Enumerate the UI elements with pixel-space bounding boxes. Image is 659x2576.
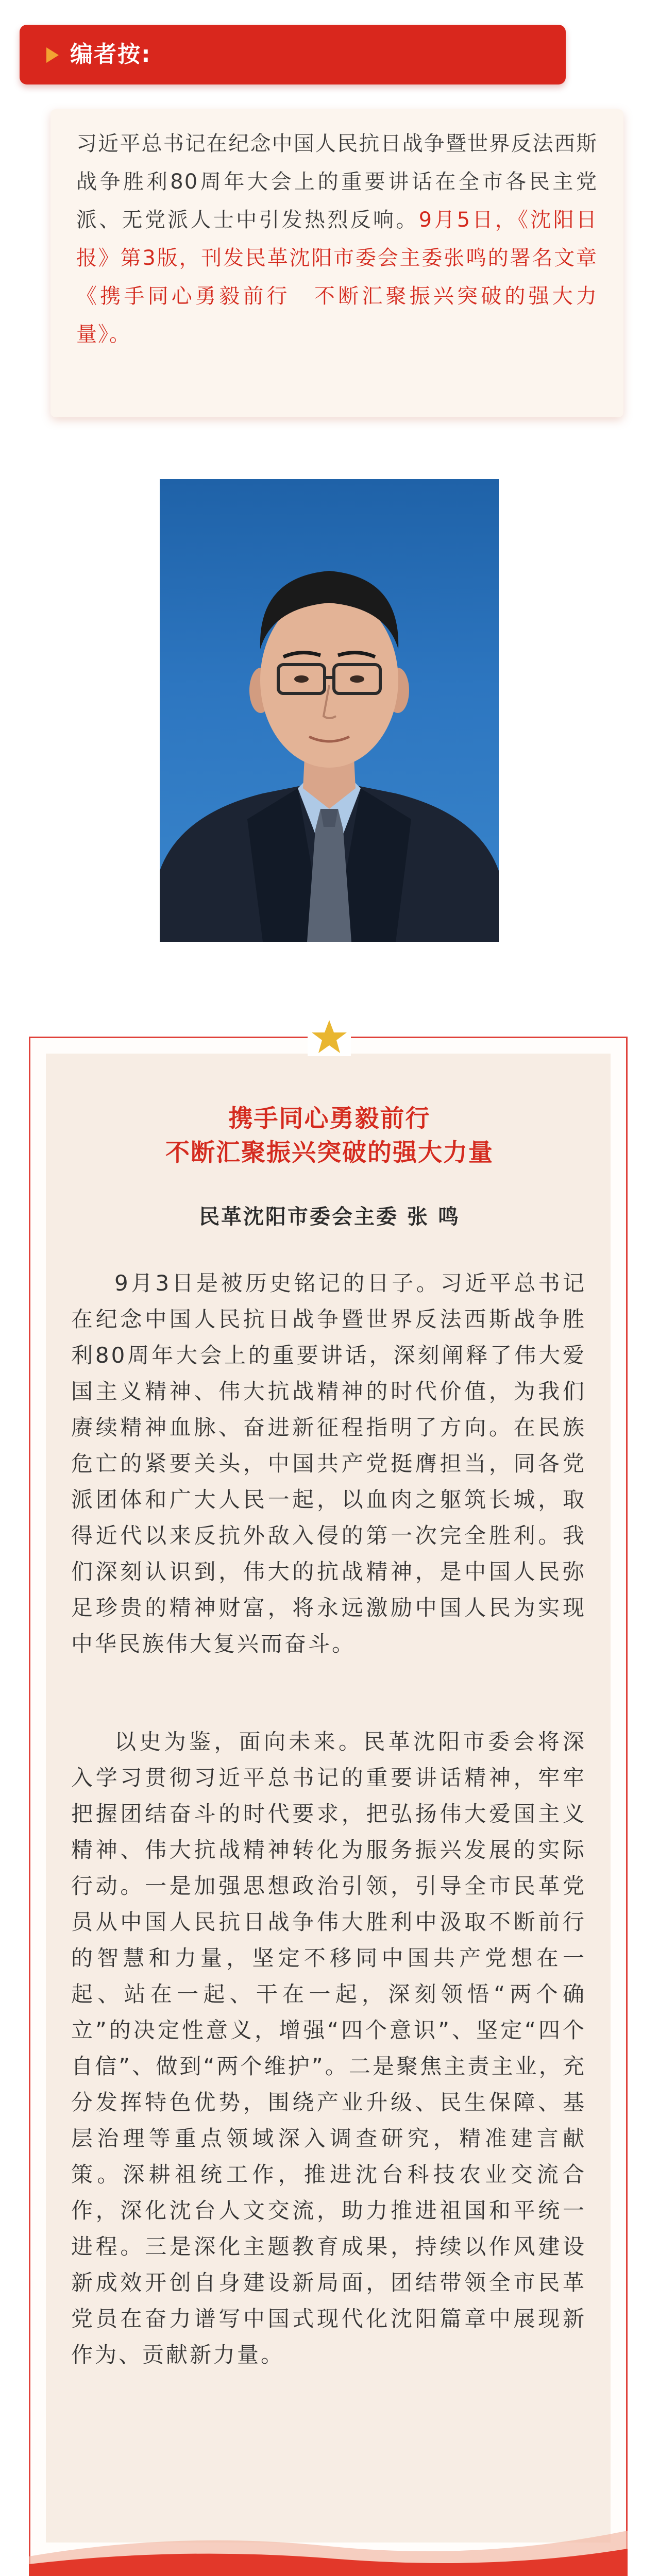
editor-note-box (50, 109, 623, 417)
star-icon (308, 1017, 351, 1056)
editor-note-plain: 习近平总书记在纪念中国人民抗日战争暨世界反法西斯战争胜利80周年大会上的重要讲话在全市各民主党派、无党派人士中引发热烈反响。 (76, 132, 598, 232)
editor-note-highlight: 9月5日，《沈阳日报》第3版，刊发民革沈阳市委会主委张鸣的署名文章《携手同心勇毅前行 不断汇聚振兴突破的强大力量》。 (76, 208, 598, 346)
portrait-image (160, 479, 499, 942)
article-paragraph-1: 9月3日是被历史铭记的日子。习近平总书记在纪念中国人民抗日战争暨世界反法西斯战争胜利80周年大会上的重要讲话，深刻阐释了伟大爱国主义精神、伟大抗战精神的时代价值，为我们赓续精神血脉、奋进新征程指明了方向。在民族危亡的紧要关头，中国共产党挺膺担当，同各党派团体和广大人民一起，以血肉之躯筑长城，取得近代以来反抗外敌入侵的第一次完全胜利。我们深刻认识到，伟大的抗战精神，是中国人民弥足珍贵的精神财富，将永远激励中国人民为实现中华民族伟大复兴而奋斗。 (71, 1270, 586, 1656)
editor-note-header (20, 25, 566, 84)
bottom-wave-decoration (29, 2510, 628, 2576)
play-triangle-icon (46, 47, 59, 63)
article-title-line1: 携手同心勇毅前行 (228, 1105, 431, 1133)
author-portrait (160, 479, 499, 942)
article-title-line2: 不断汇聚振兴突破的强大力量 (165, 1139, 494, 1167)
article-paragraph-2: 以史为鉴，面向未来。民革沈阳市委会将深入学习贯彻习近平总书记的重要讲话精神，牢牢把握团结奋斗的时代要求，把弘扬伟大爱国主义精神、伟大抗战精神转化为服务振兴发展的实际行动。一是加强思想政治引领，引导全市民革党员从中国人民抗日战争伟大胜利中汲取不断前行的智慧和力量，坚定不移同中国共产党想在一起、站在一起、干在一起，深刻领悟“两个确立”的决定性意义，增强“四个意识”、坚定“四个自信”、做到“两个维护”。二是聚焦主责主业，充分发挥特色优势，围绕产业升级、民生保障、基层治理等重点领域深入调查研究，精准建言献策。深耕祖统工作，推进沈台科技农业交流合作，深化沈台人文交流，助力推进祖国和平统一进程。三是深化主题教育成果，持续以作风建设新成效开创自身建设新局面，团结带领全市民革党员在奋力谱写中国式现代化沈阳篇章中展现新作为、贡献新力量。 (71, 1729, 586, 2367)
article-author: 民革沈阳市委会主委 张 鸣 (199, 1205, 460, 1229)
star-badge (308, 1017, 351, 1056)
editor-note-label: 编者按: (70, 41, 151, 67)
editor-note-text (76, 125, 598, 353)
